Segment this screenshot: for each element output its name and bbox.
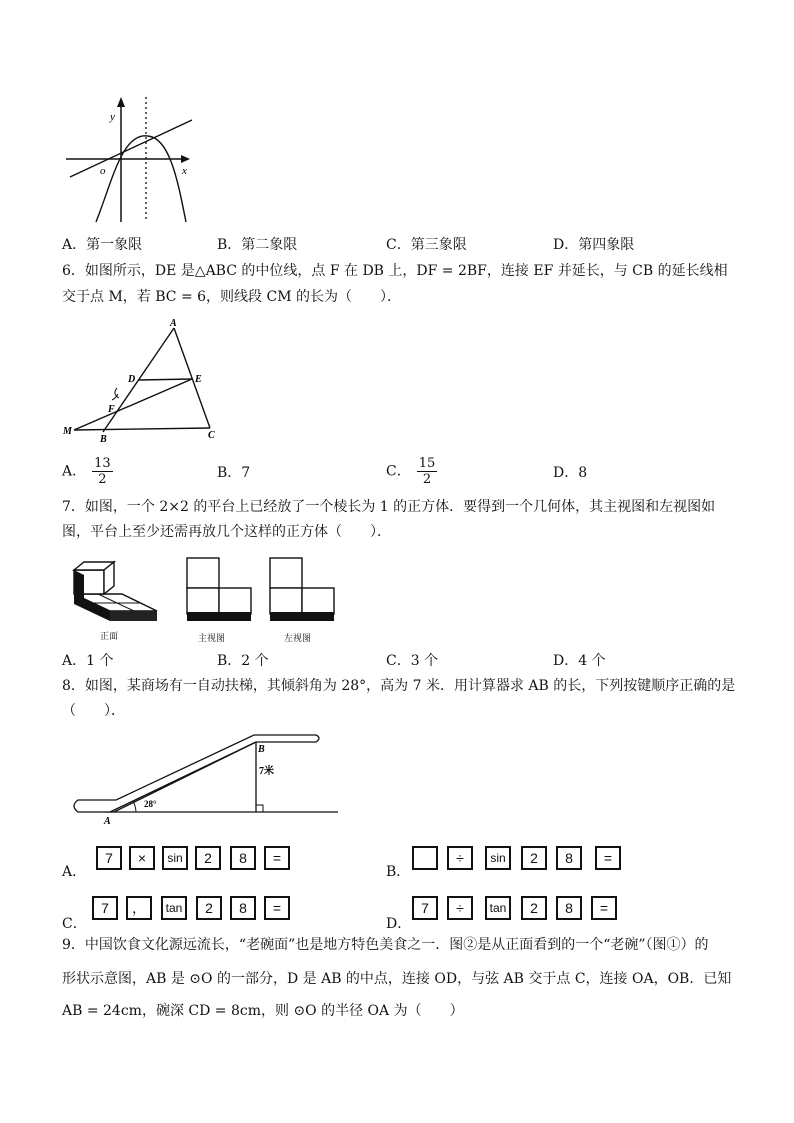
q8-label-b: B bbox=[258, 744, 265, 755]
q7-question-line2: 图，平台上至少还需再放几个这样的正方体（ ）． bbox=[62, 524, 391, 540]
q6-option-c-fraction: $\frac{15}{2}$ bbox=[418, 456, 436, 487]
q6-label-e: E bbox=[195, 374, 202, 385]
q8-c-key-6: = bbox=[264, 896, 290, 920]
q8-c-key-5: 8 bbox=[230, 896, 256, 920]
q7-option-d[interactable]: D．4 个 bbox=[553, 653, 606, 669]
q5-x-label: x bbox=[182, 165, 187, 177]
q5-option-d[interactable]: D．第四象限 bbox=[553, 237, 635, 253]
q6-option-a[interactable] bbox=[62, 456, 113, 487]
q8-label-angle: 28° bbox=[144, 799, 157, 809]
q6-option-a-label: A． bbox=[62, 463, 87, 480]
q6-option-b[interactable]: B．7 bbox=[217, 465, 251, 481]
q8-b-key-2: ÷ bbox=[447, 846, 473, 870]
q6-label-a: A bbox=[170, 318, 177, 329]
q8-c-key-1: 7 bbox=[92, 896, 118, 920]
q8-b-key-1 bbox=[412, 846, 438, 870]
q6-question-line1: 6．如图所示，DE 是△ABC 的中位线，点 F 在 DB 上，DF = 2BF，连接 EF 并延长，与 CB 的延长线相 bbox=[62, 263, 728, 279]
q8-a-key-6: = bbox=[264, 846, 290, 870]
q6-option-c-label: C． bbox=[386, 463, 411, 480]
q8-option-c-label[interactable]: C． bbox=[62, 916, 87, 932]
q8-d-key-3: tan bbox=[485, 896, 511, 920]
q6-label-m: M bbox=[63, 426, 72, 437]
q8-c-key-2: ， bbox=[126, 896, 152, 920]
q8-option-a-label[interactable]: A． bbox=[62, 864, 87, 880]
q9-question-line2: 形状示意图，AB 是 ⊙O 的一部分，D 是 AB 的中点，连接 OD，与弦 AB 交于点 C，连接 OA，OB．已知 bbox=[62, 971, 732, 987]
q6-label-d: D bbox=[128, 374, 136, 385]
q8-c-key-3: tan bbox=[161, 896, 187, 920]
q7-caption-main-view: 主视图 bbox=[198, 634, 226, 644]
q5-option-a[interactable]: A．第一象限 bbox=[62, 237, 143, 253]
q6-triangle-figure bbox=[60, 316, 225, 446]
q8-d-key-6: = bbox=[591, 896, 617, 920]
q8-escalator-figure bbox=[66, 726, 346, 826]
q8-a-key-2: × bbox=[129, 846, 155, 870]
q8-b-key-5: 8 bbox=[556, 846, 582, 870]
q5-graph bbox=[60, 92, 200, 227]
q7-front-view bbox=[185, 556, 255, 624]
q8-b-key-4: 2 bbox=[521, 846, 547, 870]
q6-label-c: C bbox=[208, 430, 215, 441]
q8-c-key-4: 2 bbox=[196, 896, 222, 920]
q7-left-view bbox=[268, 556, 338, 624]
q8-b-key-6: = bbox=[595, 846, 621, 870]
q5-origin-label: o bbox=[100, 165, 106, 177]
q9-question-line1: 9．中国饮食文化源远流长，“老碗面”也是地方特色美食之一．图②是从正面看到的一个“老碗”（图①）的 bbox=[62, 937, 709, 953]
q7-platform-figure bbox=[70, 558, 165, 628]
q7-option-c[interactable]: C．3 个 bbox=[386, 653, 439, 669]
q8-d-key-2: ÷ bbox=[447, 896, 473, 920]
q8-option-b-label[interactable]: B． bbox=[386, 864, 411, 880]
q7-caption-left-view: 左视图 bbox=[284, 634, 312, 644]
q6-option-a-fraction: $\frac{13}{2}$ bbox=[94, 456, 111, 487]
q5-option-c[interactable]: C．第三象限 bbox=[386, 237, 467, 253]
q5-y-label: y bbox=[110, 111, 115, 123]
q8-a-key-1: 7 bbox=[96, 846, 122, 870]
q8-a-key-4: 2 bbox=[195, 846, 221, 870]
q7-option-a[interactable]: A．1 个 bbox=[62, 653, 114, 669]
q6-label-b: B bbox=[100, 434, 107, 445]
q8-a-key-3: sin bbox=[162, 846, 188, 870]
q8-d-key-5: 8 bbox=[556, 896, 582, 920]
q8-a-key-5: 8 bbox=[230, 846, 256, 870]
q6-label-f: F bbox=[108, 404, 115, 415]
q7-caption-front: 正面 bbox=[100, 632, 119, 642]
q5-option-b[interactable]: B．第二象限 bbox=[217, 237, 298, 253]
q8-d-key-4: 2 bbox=[521, 896, 547, 920]
q8-b-key-3: sin bbox=[485, 846, 511, 870]
q8-d-key-1: 7 bbox=[412, 896, 438, 920]
q8-label-height: 7米 bbox=[259, 766, 274, 777]
q9-question-line3: AB = 24cm，碗深 CD = 8cm，则 ⊙O 的半径 OA 为（ ） bbox=[62, 1003, 464, 1019]
q7-question-line1: 7．如图，一个 2×2 的平台上已经放了一个棱长为 1 的正方体．要得到一个几何体，其主视图和左视图如 bbox=[62, 499, 716, 515]
q7-option-b[interactable]: B．2 个 bbox=[217, 653, 269, 669]
q6-question-line2: 交于点 M，若 BC = 6，则线段 CM 的长为（ ）． bbox=[62, 289, 401, 305]
q8-label-a: A bbox=[104, 816, 111, 826]
q8-question-line1: 8．如图，某商场有一自动扶梯，其倾斜角为 28°，高为 7 米．用计算器求 AB 的长，下列按键顺序正确的是 bbox=[62, 678, 736, 694]
q8-option-d-label[interactable]: D． bbox=[386, 916, 412, 932]
q8-question-line2: （ ）． bbox=[62, 703, 125, 719]
q6-option-c[interactable] bbox=[386, 456, 437, 487]
q6-option-d[interactable]: D．8 bbox=[553, 465, 588, 481]
